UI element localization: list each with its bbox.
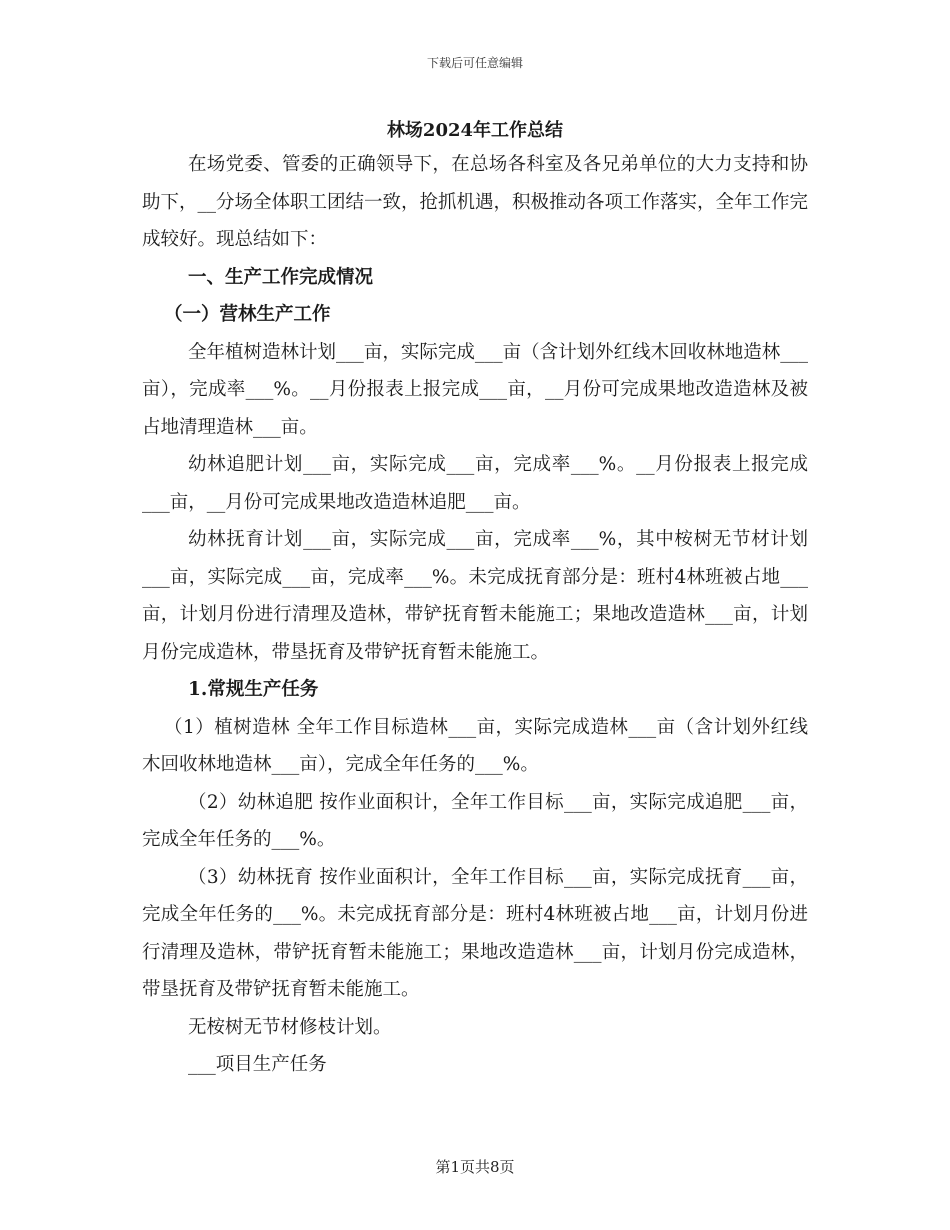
intro-paragraph: 在场党委、管委的正确领导下，在总场各科室及各兄弟单位的大力支持和协助下，__分场全体职工团结一致，抢抓机遇，积极推动各项工作落实，全年工作完成较好。现总结如下： bbox=[142, 154, 809, 250]
document-body bbox=[142, 146, 808, 1084]
paragraph-planting: 全年植树造林计划___亩，实际完成___亩（含计划外红线木回收林地造林___亩），完成率___%。__月份报表上报完成___亩，__月份可完成果地改造造林及被占地清理造林___亩。 bbox=[142, 341, 808, 438]
header-note: 下载后可任意编辑 bbox=[426, 56, 523, 70]
page-footer: 第1页共8页 bbox=[435, 1158, 515, 1176]
subsection-heading-forestry: （一）营林生产工作 bbox=[164, 304, 331, 325]
item-fertilizing: （2）幼林追肥 按作业面积计，全年工作目标___亩，实际完成追肥___亩，完成全年任务的___%。 bbox=[142, 791, 808, 850]
section-heading-production: 一、生产工作完成情况 bbox=[188, 266, 374, 288]
paragraph-fertilizing: 幼林追肥计划___亩，实际完成___亩，完成率___%。__月份报表上报完成___亩，__月份可完成果地改造造林追肥___亩。 bbox=[142, 454, 808, 513]
paragraph-project-tasks: ___项目生产任务 bbox=[188, 1054, 327, 1075]
heading-regular-tasks: 1.常规生产任务 bbox=[188, 679, 319, 700]
document-title: 林场2024年工作总结 bbox=[386, 120, 564, 141]
item-planting: （1）植树造林 全年工作目标造林___亩，实际完成造林___亩（含计划外红线木回收林地造林___亩），完成全年任务的___%。 bbox=[142, 716, 808, 775]
item-tending: （3）幼林抚育 按作业面积计，全年工作目标___亩，实际完成抚育___亩，完成全年任务的___%。未完成抚育部分是：班村4林班被占地___亩，计划月份进行清理及造林，带铲抚育暂未能施工；果地改造造林___亩，计划月份完成造林，带垦抚育及带铲抚育暂未能施工。 bbox=[142, 866, 808, 1000]
paragraph-no-pruning: 无桉树无节材修枝计划。 bbox=[188, 1016, 392, 1038]
paragraph-tending: 幼林抚育计划___亩，实际完成___亩，完成率___%，其中桉树无节材计划___亩，实际完成___亩，完成率___%。未完成抚育部分是：班村4林班被占地___亩，计划月份进行清理及造林，带铲抚育暂未能施工；果地改造造林___亩，计划月份完成造林，带垦抚育及带铲抚育暂未能施工。 bbox=[142, 529, 808, 663]
